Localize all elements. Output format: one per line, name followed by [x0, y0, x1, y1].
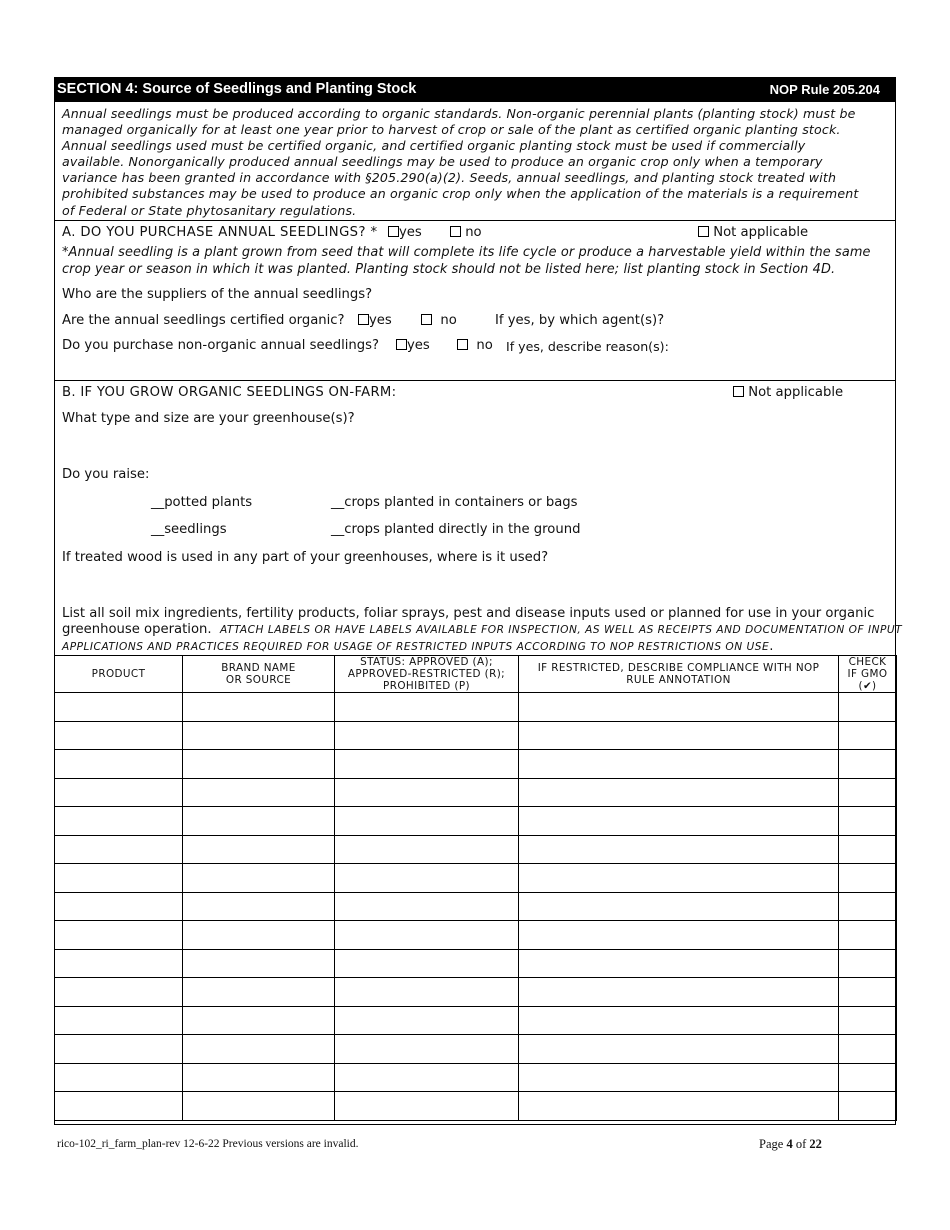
- certified-question: Are the annual seedlings certified organic?: [62, 313, 345, 328]
- intro-paragraph: [62, 106, 886, 219]
- status-cell[interactable]: [335, 1092, 519, 1121]
- inputs-instruction-italic: ATTACH LABELS OR HAVE LABELS AVAILABLE FOR INSPECTION, AS WELL AS RECEIPTS AND DOCUMENTATION OF INPUT: [219, 624, 903, 636]
- inputs-instruction-line1: List all soil mix ingredients, fertility products, foliar sprays, pest and disease inputs used or planned for use in your organic: [62, 606, 875, 621]
- header-gmo: [839, 656, 897, 693]
- page-label: Page: [759, 1137, 784, 1151]
- table-row: [55, 1006, 897, 1035]
- intro-line: prohibited substances may be used to produce an organic crop only when the application of the materials is a requirement: [62, 186, 859, 202]
- compliance-cell[interactable]: [519, 921, 839, 950]
- gmo-cell[interactable]: [839, 1092, 897, 1121]
- brand-cell[interactable]: [183, 1063, 335, 1092]
- checkbox-icon[interactable]: [457, 339, 468, 350]
- nop-rule-reference: NOP Rule 205.204: [769, 82, 880, 97]
- brand-cell[interactable]: [183, 1006, 335, 1035]
- checkbox-icon[interactable]: [421, 314, 432, 325]
- status-cell[interactable]: [335, 807, 519, 836]
- brand-cell[interactable]: [183, 721, 335, 750]
- compliance-cell[interactable]: [519, 807, 839, 836]
- option-label: no: [465, 225, 482, 240]
- table-row: [55, 949, 897, 978]
- option-label: Not applicable: [748, 385, 844, 400]
- product-cell[interactable]: [55, 693, 183, 722]
- page-number: [759, 1137, 822, 1152]
- divider: [54, 380, 896, 381]
- brand-cell[interactable]: [183, 892, 335, 921]
- part-b-not-applicable-option[interactable]: [733, 385, 843, 400]
- product-cell[interactable]: [55, 721, 183, 750]
- certifying-agent-question: If yes, by which agent(s)?: [495, 313, 665, 328]
- treated-wood-question: If treated wood is used in any part of your greenhouses, where is it used?: [62, 550, 549, 565]
- header-line: IF GMO: [847, 668, 888, 680]
- intro-line: available. Nonorganically produced annual seedlings may be used to produce an organic crop only when a temporary: [62, 154, 823, 170]
- product-cell[interactable]: [55, 1006, 183, 1035]
- compliance-cell[interactable]: [519, 892, 839, 921]
- suppliers-question: Who are the suppliers of the annual seedlings?: [62, 287, 373, 302]
- product-cell[interactable]: [55, 835, 183, 864]
- brand-cell[interactable]: [183, 750, 335, 779]
- status-cell[interactable]: [335, 835, 519, 864]
- page-current: 4: [786, 1137, 793, 1151]
- header-line: BRAND NAME: [221, 662, 296, 674]
- option-seedlings[interactable]: __seedlings: [151, 522, 227, 537]
- intro-line: Annual seedlings must be produced according to organic standards. Non-organic perennial plants (planting stock) must be: [62, 106, 856, 121]
- section-title: SECTION 4: Source of Seedlings and Planting Stock: [57, 81, 417, 97]
- status-cell[interactable]: [335, 921, 519, 950]
- compliance-cell[interactable]: [519, 721, 839, 750]
- gmo-cell[interactable]: [839, 864, 897, 893]
- checkbox-icon[interactable]: [358, 314, 369, 325]
- option-containers[interactable]: __crops planted in containers or bags: [331, 495, 578, 510]
- part-a-yes-option[interactable]: [388, 225, 422, 240]
- status-cell[interactable]: [335, 949, 519, 978]
- compliance-cell[interactable]: [519, 864, 839, 893]
- product-cell[interactable]: [55, 892, 183, 921]
- status-cell[interactable]: [335, 693, 519, 722]
- table-row: [55, 693, 897, 722]
- part-a-not-applicable-option[interactable]: [698, 225, 808, 240]
- greenhouse-question: What type and size are your greenhouse(s)?: [62, 411, 355, 426]
- status-cell[interactable]: [335, 892, 519, 921]
- table-row: [55, 892, 897, 921]
- page-of: of: [795, 1137, 807, 1151]
- status-cell[interactable]: [335, 721, 519, 750]
- gmo-cell[interactable]: [839, 693, 897, 722]
- intro-line: managed organically for at least one year prior to harvest of crop or sale of the plant as certified organic planting stock.: [62, 122, 841, 138]
- reason-question: If yes, describe reason(s):: [506, 339, 669, 354]
- header-product: [55, 656, 183, 693]
- brand-cell[interactable]: [183, 1092, 335, 1121]
- product-cell[interactable]: [55, 978, 183, 1007]
- inputs-instruction-line3: [62, 639, 773, 654]
- table-row: [55, 978, 897, 1007]
- inputs-instruction-italic: APPLICATIONS AND PRACTICES REQUIRED FOR USAGE OF RESTRICTED INPUTS ACCORDING TO NOP RESTRICTIONS ON USE: [62, 641, 770, 653]
- header-line: (✔): [858, 680, 877, 692]
- product-cell[interactable]: [55, 807, 183, 836]
- option-potted-plants[interactable]: __potted plants: [151, 495, 253, 510]
- raise-question: Do you raise:: [62, 467, 150, 482]
- brand-cell[interactable]: [183, 921, 335, 950]
- table-row: [55, 750, 897, 779]
- table-body: [55, 693, 897, 1121]
- checkbox-icon[interactable]: [450, 226, 461, 237]
- table-row: [55, 864, 897, 893]
- status-cell[interactable]: [335, 864, 519, 893]
- status-cell[interactable]: [335, 1063, 519, 1092]
- table-row: [55, 721, 897, 750]
- product-cell[interactable]: [55, 864, 183, 893]
- table-row: [55, 807, 897, 836]
- header-line: PROHIBITED (P): [383, 680, 470, 692]
- compliance-cell[interactable]: [519, 778, 839, 807]
- header-line: STATUS: APPROVED (A);: [360, 656, 493, 668]
- product-cell[interactable]: [55, 1092, 183, 1121]
- footer-form-id: rico-102_ri_farm_plan-rev 12-6-22 Previous versions are invalid.: [57, 1138, 359, 1150]
- gmo-cell[interactable]: [839, 778, 897, 807]
- gmo-cell[interactable]: [839, 721, 897, 750]
- product-cell[interactable]: [55, 1063, 183, 1092]
- intro-line: variance has been granted in accordance with §205.290(a)(2). Seeds, annual seedlings, and planting stock treated with: [62, 170, 837, 186]
- part-a-question: A. DO YOU PURCHASE ANNUAL SEEDLINGS? *: [62, 225, 378, 240]
- compliance-cell[interactable]: [519, 978, 839, 1007]
- product-cell[interactable]: [55, 750, 183, 779]
- status-cell[interactable]: [335, 978, 519, 1007]
- gmo-cell[interactable]: [839, 807, 897, 836]
- compliance-cell[interactable]: [519, 1035, 839, 1064]
- brand-cell[interactable]: [183, 978, 335, 1007]
- table-row: [55, 778, 897, 807]
- table-row: [55, 1063, 897, 1092]
- brand-cell[interactable]: [183, 778, 335, 807]
- option-label: yes: [407, 338, 430, 353]
- compliance-cell[interactable]: [519, 693, 839, 722]
- certified-no-option[interactable]: [421, 313, 457, 328]
- brand-cell[interactable]: [183, 1035, 335, 1064]
- brand-cell[interactable]: [183, 949, 335, 978]
- option-label: no: [476, 338, 493, 353]
- compliance-cell[interactable]: [519, 949, 839, 978]
- nonorganic-question: Do you purchase non-organic annual seedlings?: [62, 338, 380, 353]
- header-line: IF RESTRICTED, DESCRIBE COMPLIANCE WITH NOP: [537, 662, 820, 674]
- gmo-cell[interactable]: [839, 949, 897, 978]
- intro-line: Annual seedlings used must be certified organic, and certified organic planting stock must be used if commercially: [62, 138, 806, 154]
- product-cell[interactable]: [55, 778, 183, 807]
- compliance-cell[interactable]: [519, 750, 839, 779]
- nonorganic-no-option[interactable]: [457, 338, 493, 353]
- gmo-cell[interactable]: [839, 750, 897, 779]
- annual-seedling-note-line2: crop year or season in which it was planted. Planting stock should not be listed here; list planting stock in Section 4D.: [62, 262, 836, 277]
- header-compliance: [519, 656, 839, 693]
- divider: [54, 220, 896, 221]
- option-label: yes: [399, 225, 422, 240]
- checkbox-icon[interactable]: [733, 386, 744, 397]
- status-cell[interactable]: [335, 750, 519, 779]
- part-a-no-option[interactable]: [450, 225, 482, 240]
- table-row: [55, 835, 897, 864]
- part-b-heading: B. IF YOU GROW ORGANIC SEEDLINGS ON-FARM:: [62, 385, 397, 400]
- compliance-cell[interactable]: [519, 835, 839, 864]
- product-cell[interactable]: [55, 921, 183, 950]
- annual-seedling-note-line1: *Annual seedling is a plant grown from seed that will complete its life cycle or produce a harvestable yield within the same: [62, 245, 871, 260]
- header-line: RULE ANNOTATION: [626, 674, 731, 686]
- option-in-ground[interactable]: __crops planted directly in the ground: [331, 522, 581, 537]
- table-header-row: [55, 656, 897, 693]
- gmo-cell[interactable]: [839, 1035, 897, 1064]
- certified-yes-option[interactable]: [358, 313, 392, 328]
- inputs-table: [54, 655, 897, 1121]
- brand-cell[interactable]: [183, 807, 335, 836]
- header-status: [335, 656, 519, 693]
- gmo-cell[interactable]: [839, 892, 897, 921]
- page-total: 22: [809, 1137, 822, 1151]
- gmo-cell[interactable]: [839, 921, 897, 950]
- gmo-cell[interactable]: [839, 1006, 897, 1035]
- option-label: Not applicable: [713, 225, 809, 240]
- table-row: [55, 1035, 897, 1064]
- compliance-cell[interactable]: [519, 1063, 839, 1092]
- compliance-cell[interactable]: [519, 1092, 839, 1121]
- brand-cell[interactable]: [183, 693, 335, 722]
- brand-cell[interactable]: [183, 864, 335, 893]
- compliance-cell[interactable]: [519, 1006, 839, 1035]
- gmo-cell[interactable]: [839, 835, 897, 864]
- status-cell[interactable]: [335, 1035, 519, 1064]
- status-cell[interactable]: [335, 778, 519, 807]
- header-brand: [183, 656, 335, 693]
- header-line: CHECK: [848, 656, 887, 668]
- gmo-cell[interactable]: [839, 978, 897, 1007]
- option-label: no: [440, 313, 457, 328]
- checkbox-icon[interactable]: [698, 226, 709, 237]
- header-line: OR SOURCE: [225, 674, 292, 686]
- table-row: [55, 1092, 897, 1121]
- option-label: yes: [369, 313, 392, 328]
- header-line: PRODUCT: [91, 668, 146, 680]
- status-cell[interactable]: [335, 1006, 519, 1035]
- header-line: APPROVED-RESTRICTED (R);: [347, 668, 506, 680]
- product-cell[interactable]: [55, 1035, 183, 1064]
- checkbox-icon[interactable]: [396, 339, 407, 350]
- intro-line: of Federal or State phytosanitary regulations.: [62, 202, 357, 218]
- inputs-instruction-period: .: [769, 639, 774, 654]
- inputs-instruction-line2: [62, 622, 902, 637]
- table-row: [55, 921, 897, 950]
- gmo-cell[interactable]: [839, 1063, 897, 1092]
- product-cell[interactable]: [55, 949, 183, 978]
- inputs-instruction-text: greenhouse operation.: [62, 622, 212, 637]
- checkbox-icon[interactable]: [388, 226, 399, 237]
- brand-cell[interactable]: [183, 835, 335, 864]
- nonorganic-yes-option[interactable]: [396, 338, 430, 353]
